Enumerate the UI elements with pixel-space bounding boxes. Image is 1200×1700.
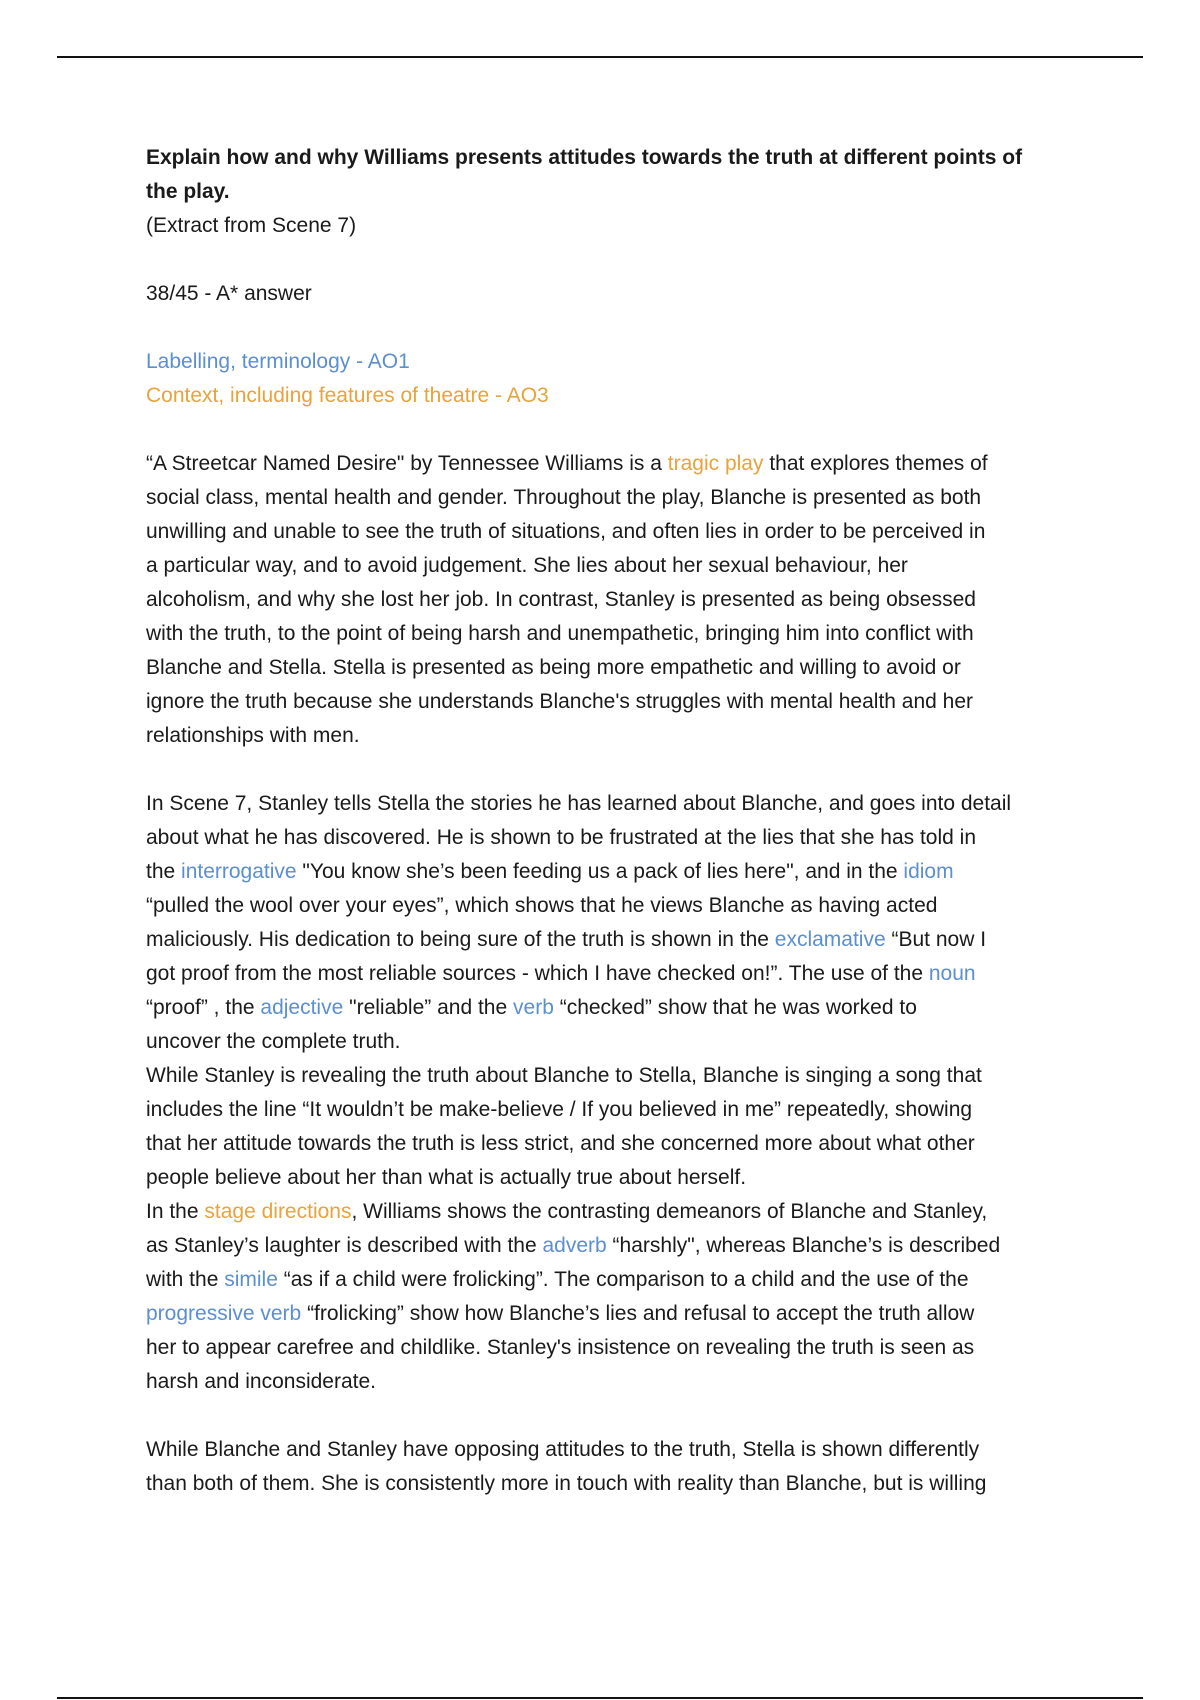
essay-text: Blanche and Stella. Stella is presented as being more empathetic and willing to avoid or <box>146 656 961 679</box>
essay-line <box>146 1161 1056 1195</box>
essay-text: In Scene 7, Stanley tells Stella the stories he has learned about Blanche, and goes into detail <box>146 792 1012 815</box>
essay-line <box>146 1365 1056 1399</box>
essay-line <box>146 923 1056 957</box>
essay-text: about what he has discovered. He is shown to be frustrated at the lies that she has told in <box>146 826 976 849</box>
bottom-rule <box>57 1697 1143 1699</box>
essay-text: alcoholism, and why she lost her job. In contrast, Stanley is presented as being obsessed <box>146 588 976 611</box>
essay-line <box>146 1433 1056 1467</box>
page-content <box>146 141 1056 1501</box>
essay-text: "You know she’s been feeding us a pack of lies here", and in the <box>296 860 904 883</box>
essay-text: people believe about her than what is actually true about herself. <box>146 1166 747 1189</box>
essay-line <box>146 1025 1056 1059</box>
essay-text: , Williams shows the contrasting demeanors of Blanche and Stanley, <box>351 1200 988 1223</box>
ao1-highlight: idiom <box>903 860 954 883</box>
extract-note: (Extract from Scene 7) <box>146 214 357 237</box>
essay-text: While Blanche and Stanley have opposing attitudes to the truth, Stella is shown differently <box>146 1438 980 1461</box>
ao1-highlight: noun <box>928 962 976 985</box>
essay-line <box>146 447 1056 481</box>
essay-text: uncover the complete truth. <box>146 1030 401 1053</box>
essay-paragraph <box>146 1433 1056 1501</box>
essay-line <box>146 1331 1056 1365</box>
essay-line <box>146 787 1056 821</box>
score-line: 38/45 - A* answer <box>146 282 312 305</box>
ao1-highlight: adjective <box>260 996 344 1019</box>
essay-line <box>146 617 1056 651</box>
essay-line <box>146 1127 1056 1161</box>
essay-text: her to appear carefree and childlike. Stanley's insistence on revealing the truth is seen as <box>146 1336 975 1359</box>
essay-text: While Stanley is revealing the truth about Blanche to Stella, Blanche is singing a song that <box>146 1064 982 1087</box>
essay-text: that explores themes of <box>763 452 988 475</box>
essay-body <box>146 447 1056 1501</box>
essay-line <box>146 1297 1056 1331</box>
essay-text: a particular way, and to avoid judgement. She lies about her sexual behaviour, her <box>146 554 908 577</box>
top-rule <box>57 56 1143 58</box>
essay-text: “proof” , the <box>146 996 261 1019</box>
essay-line <box>146 1059 1056 1093</box>
essay-text: relationships with men. <box>146 724 360 747</box>
essay-line <box>146 583 1056 617</box>
essay-text: “harshly", whereas Blanche’s is described <box>606 1234 1001 1257</box>
essay-line <box>146 821 1056 855</box>
essay-text: In the <box>146 1200 205 1223</box>
question-title-line-2: the play. <box>146 180 230 203</box>
ao1-highlight: progressive verb <box>146 1302 302 1325</box>
essay-line <box>146 991 1056 1025</box>
essay-line <box>146 1195 1056 1229</box>
ao3-highlight: tragic play <box>667 452 764 475</box>
essay-text: got proof from the most reliable sources - which I have checked on!”. The use of the <box>146 962 929 985</box>
essay-text: that her attitude towards the truth is less strict, and she concerned more about what other <box>146 1132 975 1155</box>
paragraph-spacer <box>146 753 1056 787</box>
ao1-highlight: verb <box>513 996 554 1019</box>
essay-text: “as if a child were frolicking”. The comparison to a child and the use of the <box>277 1268 969 1291</box>
essay-paragraph <box>146 447 1056 753</box>
essay-line <box>146 1467 1056 1501</box>
essay-line <box>146 685 1056 719</box>
essay-text: includes the line “It wouldn’t be make-believe / If you believed in me” repeatedly, showing <box>146 1098 973 1121</box>
essay-line <box>146 549 1056 583</box>
essay-text: “checked” show that he was worked to <box>553 996 917 1019</box>
spacer <box>146 413 1056 447</box>
essay-text: the <box>146 860 182 883</box>
essay-text: “But now I <box>885 928 987 951</box>
essay-paragraph <box>146 787 1056 1399</box>
essay-text: “A Streetcar Named Desire" by Tennessee Williams is a <box>146 452 668 475</box>
essay-text: "reliable” and the <box>343 996 514 1019</box>
essay-line <box>146 957 1056 991</box>
essay-text: with the truth, to the point of being harsh and unempathetic, bringing him into conflict with <box>146 622 974 645</box>
essay-text: with the <box>146 1268 225 1291</box>
essay-line <box>146 481 1056 515</box>
ao1-highlight: interrogative <box>181 860 297 883</box>
essay-text: than both of them. She is consistently more in touch with reality than Blanche, but is willing <box>146 1472 987 1495</box>
essay-line <box>146 855 1056 889</box>
essay-text: ignore the truth because she understands Blanche's struggles with mental health and her <box>146 690 974 713</box>
paragraph-spacer <box>146 1399 1056 1433</box>
essay-text: maliciously. His dedication to being sure of the truth is shown in the <box>146 928 775 951</box>
question-title-line-1: Explain how and why Williams presents attitudes towards the truth at different points of <box>146 146 1023 169</box>
essay-line <box>146 719 1056 753</box>
spacer <box>146 243 1056 277</box>
essay-line <box>146 515 1056 549</box>
essay-text: social class, mental health and gender. Throughout the play, Blanche is presented as both <box>146 486 982 509</box>
essay-text: harsh and inconsiderate. <box>146 1370 376 1393</box>
ao1-highlight: adverb <box>542 1234 607 1257</box>
essay-line <box>146 1263 1056 1297</box>
spacer <box>146 311 1056 345</box>
ao1-highlight: simile <box>224 1268 278 1291</box>
essay-text: “frolicking” show how Blanche’s lies and refusal to accept the truth allow <box>301 1302 975 1325</box>
essay-line <box>146 1229 1056 1263</box>
ao1-key-label: Labelling, terminology - AO1 <box>146 350 410 373</box>
essay-line <box>146 1093 1056 1127</box>
ao3-highlight: stage directions <box>204 1200 352 1223</box>
ao1-highlight: exclamative <box>774 928 886 951</box>
essay-line <box>146 651 1056 685</box>
ao3-key-label: Context, including features of theatre - AO3 <box>146 384 549 407</box>
essay-text: “pulled the wool over your eyes”, which shows that he views Blanche as having acted <box>146 894 938 917</box>
essay-text: unwilling and unable to see the truth of situations, and often lies in order to be perceived in <box>146 520 986 543</box>
essay-line <box>146 889 1056 923</box>
essay-text: as Stanley’s laughter is described with the <box>146 1234 543 1257</box>
